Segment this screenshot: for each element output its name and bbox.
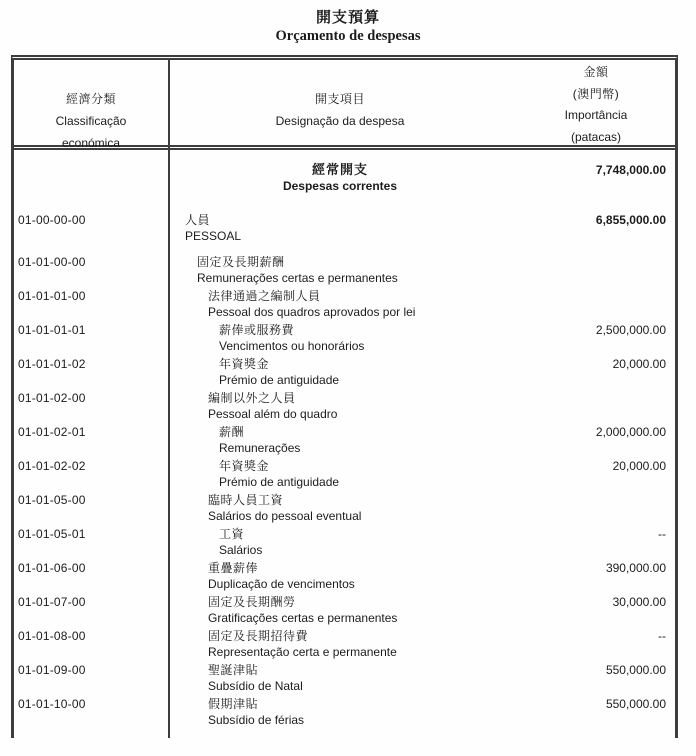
row-description bbox=[208, 594, 675, 626]
header-code-pt-line1: Classificação bbox=[55, 114, 127, 128]
row-desc-zh: 薪俸或服務費 bbox=[219, 323, 295, 337]
row-description bbox=[197, 254, 675, 286]
row-code: 01-01-10-00 bbox=[18, 697, 86, 711]
table-body bbox=[14, 150, 675, 728]
row-amount: -- bbox=[658, 629, 666, 643]
header-amount-zh: 金額 bbox=[583, 65, 609, 79]
row-code: 01-01-02-01 bbox=[18, 425, 86, 439]
row-desc-zh: 年資獎金 bbox=[219, 357, 270, 371]
header-code-pt-line2: económica bbox=[61, 136, 121, 150]
row-desc-pt: Subsídio de Natal bbox=[208, 679, 303, 693]
table-row bbox=[14, 254, 675, 286]
row-description bbox=[219, 458, 675, 490]
row-desc-zh: 法律通過之編制人員 bbox=[208, 289, 321, 303]
row-amount: 6,855,000.00 bbox=[595, 213, 666, 227]
table-row bbox=[14, 560, 675, 592]
row-description bbox=[170, 162, 510, 194]
row-desc-pt: Prémio de antiguidade bbox=[219, 373, 340, 387]
table-row bbox=[14, 458, 675, 490]
row-desc-zh: 經常開支 bbox=[311, 162, 368, 177]
row-desc-zh: 固定及長期招待費 bbox=[208, 629, 309, 643]
table-header bbox=[14, 60, 675, 150]
row-code: 01-01-05-00 bbox=[18, 493, 86, 507]
row-description bbox=[208, 288, 675, 320]
row-desc-zh: 固定及長期薪酬 bbox=[197, 255, 285, 269]
row-description bbox=[208, 696, 675, 728]
row-desc-zh: 固定及長期酬勞 bbox=[208, 595, 296, 609]
row-amount: 20,000.00 bbox=[612, 459, 666, 473]
row-desc-pt: Prémio de antiguidade bbox=[219, 475, 340, 489]
row-code: 01-01-02-02 bbox=[18, 459, 86, 473]
row-desc-pt: Pessoal além do quadro bbox=[208, 407, 338, 421]
table-row-despesas-correntes bbox=[14, 162, 675, 194]
row-description bbox=[219, 356, 675, 388]
row-code: 01-01-02-00 bbox=[18, 391, 86, 405]
row-code: 01-01-05-01 bbox=[18, 527, 86, 541]
header-desc-zh: 開支項目 bbox=[314, 92, 365, 106]
header-amount bbox=[532, 62, 660, 148]
row-amount: 390,000.00 bbox=[605, 561, 666, 575]
table-row bbox=[14, 390, 675, 422]
row-description bbox=[219, 526, 675, 558]
row-description bbox=[208, 492, 675, 524]
row-desc-zh: 重疊薪俸 bbox=[208, 561, 259, 575]
row-desc-pt: Duplicação de vencimentos bbox=[208, 577, 355, 591]
row-code: 01-01-01-01 bbox=[18, 323, 86, 337]
header-desc-pt: Designação da despesa bbox=[275, 114, 405, 128]
table-row bbox=[14, 628, 675, 660]
row-amount: 550,000.00 bbox=[605, 663, 666, 677]
table-row bbox=[14, 492, 675, 524]
row-amount: 2,500,000.00 bbox=[595, 323, 666, 337]
row-code: 01-01-01-02 bbox=[18, 357, 86, 371]
row-code: 01-01-00-00 bbox=[18, 255, 86, 269]
header-code-zh: 經濟分類 bbox=[65, 92, 116, 106]
row-desc-pt: PESSOAL bbox=[185, 229, 242, 243]
row-description bbox=[208, 560, 675, 592]
header-economic-classification bbox=[14, 88, 168, 154]
row-amount: 7,748,000.00 bbox=[595, 163, 666, 177]
row-desc-pt: Salários bbox=[219, 543, 263, 557]
row-amount: 30,000.00 bbox=[612, 595, 666, 609]
row-desc-zh: 聖誕津貼 bbox=[208, 663, 259, 677]
table-row bbox=[14, 424, 675, 456]
header-expense-designation bbox=[170, 88, 510, 132]
row-desc-pt: Gratificações certas e permanentes bbox=[208, 611, 398, 625]
row-code: 01-01-08-00 bbox=[18, 629, 86, 643]
row-code: 01-01-01-00 bbox=[18, 289, 86, 303]
table-row bbox=[14, 356, 675, 388]
row-desc-pt: Pessoal dos quadros aprovados por lei bbox=[208, 305, 416, 319]
row-code: 01-01-09-00 bbox=[18, 663, 86, 677]
row-desc-zh: 編制以外之人員 bbox=[208, 391, 296, 405]
row-description bbox=[208, 662, 675, 694]
budget-table bbox=[11, 55, 678, 738]
row-desc-pt: Subsídio de férias bbox=[208, 713, 305, 727]
row-description bbox=[208, 390, 675, 422]
row-desc-zh: 工資 bbox=[219, 527, 245, 541]
table-row bbox=[14, 526, 675, 558]
header-amount-currency-zh: (澳門幣) bbox=[572, 86, 620, 101]
row-amount: 550,000.00 bbox=[605, 697, 666, 711]
row-amount: 20,000.00 bbox=[612, 357, 666, 371]
document-title-zh: 開支預算 bbox=[315, 9, 380, 26]
row-code: 01-00-00-00 bbox=[18, 213, 86, 227]
row-desc-zh: 年資獎金 bbox=[219, 459, 270, 473]
table-row bbox=[14, 662, 675, 694]
row-desc-zh: 薪酬 bbox=[219, 425, 245, 439]
row-desc-pt: Remunerações certas e permanentes bbox=[197, 271, 398, 285]
row-amount: 2,000,000.00 bbox=[595, 425, 666, 439]
row-code: 01-01-07-00 bbox=[18, 595, 86, 609]
row-desc-zh: 人員 bbox=[185, 213, 211, 227]
table-row bbox=[14, 696, 675, 728]
table-row bbox=[14, 594, 675, 626]
row-amount: -- bbox=[658, 527, 666, 541]
header-amount-pt: Importância bbox=[564, 108, 628, 122]
header-amount-currency-pt: (patacas) bbox=[570, 129, 622, 144]
row-desc-zh: 假期津貼 bbox=[208, 697, 259, 711]
row-desc-pt: Despesas correntes bbox=[282, 179, 398, 193]
row-desc-pt: Remunerações bbox=[219, 441, 301, 455]
table-row bbox=[14, 288, 675, 320]
document-title-pt: Orçamento de despesas bbox=[275, 28, 421, 44]
table-row-pessoal bbox=[14, 212, 675, 244]
row-desc-pt: Vencimentos ou honorários bbox=[219, 339, 365, 353]
row-desc-pt: Salários do pessoal eventual bbox=[208, 509, 362, 523]
row-code: 01-01-06-00 bbox=[18, 561, 86, 575]
row-description bbox=[208, 628, 675, 660]
table-row bbox=[14, 322, 675, 354]
row-desc-pt: Representação certa e permanente bbox=[208, 645, 397, 659]
row-desc-zh: 臨時人員工資 bbox=[208, 493, 284, 507]
